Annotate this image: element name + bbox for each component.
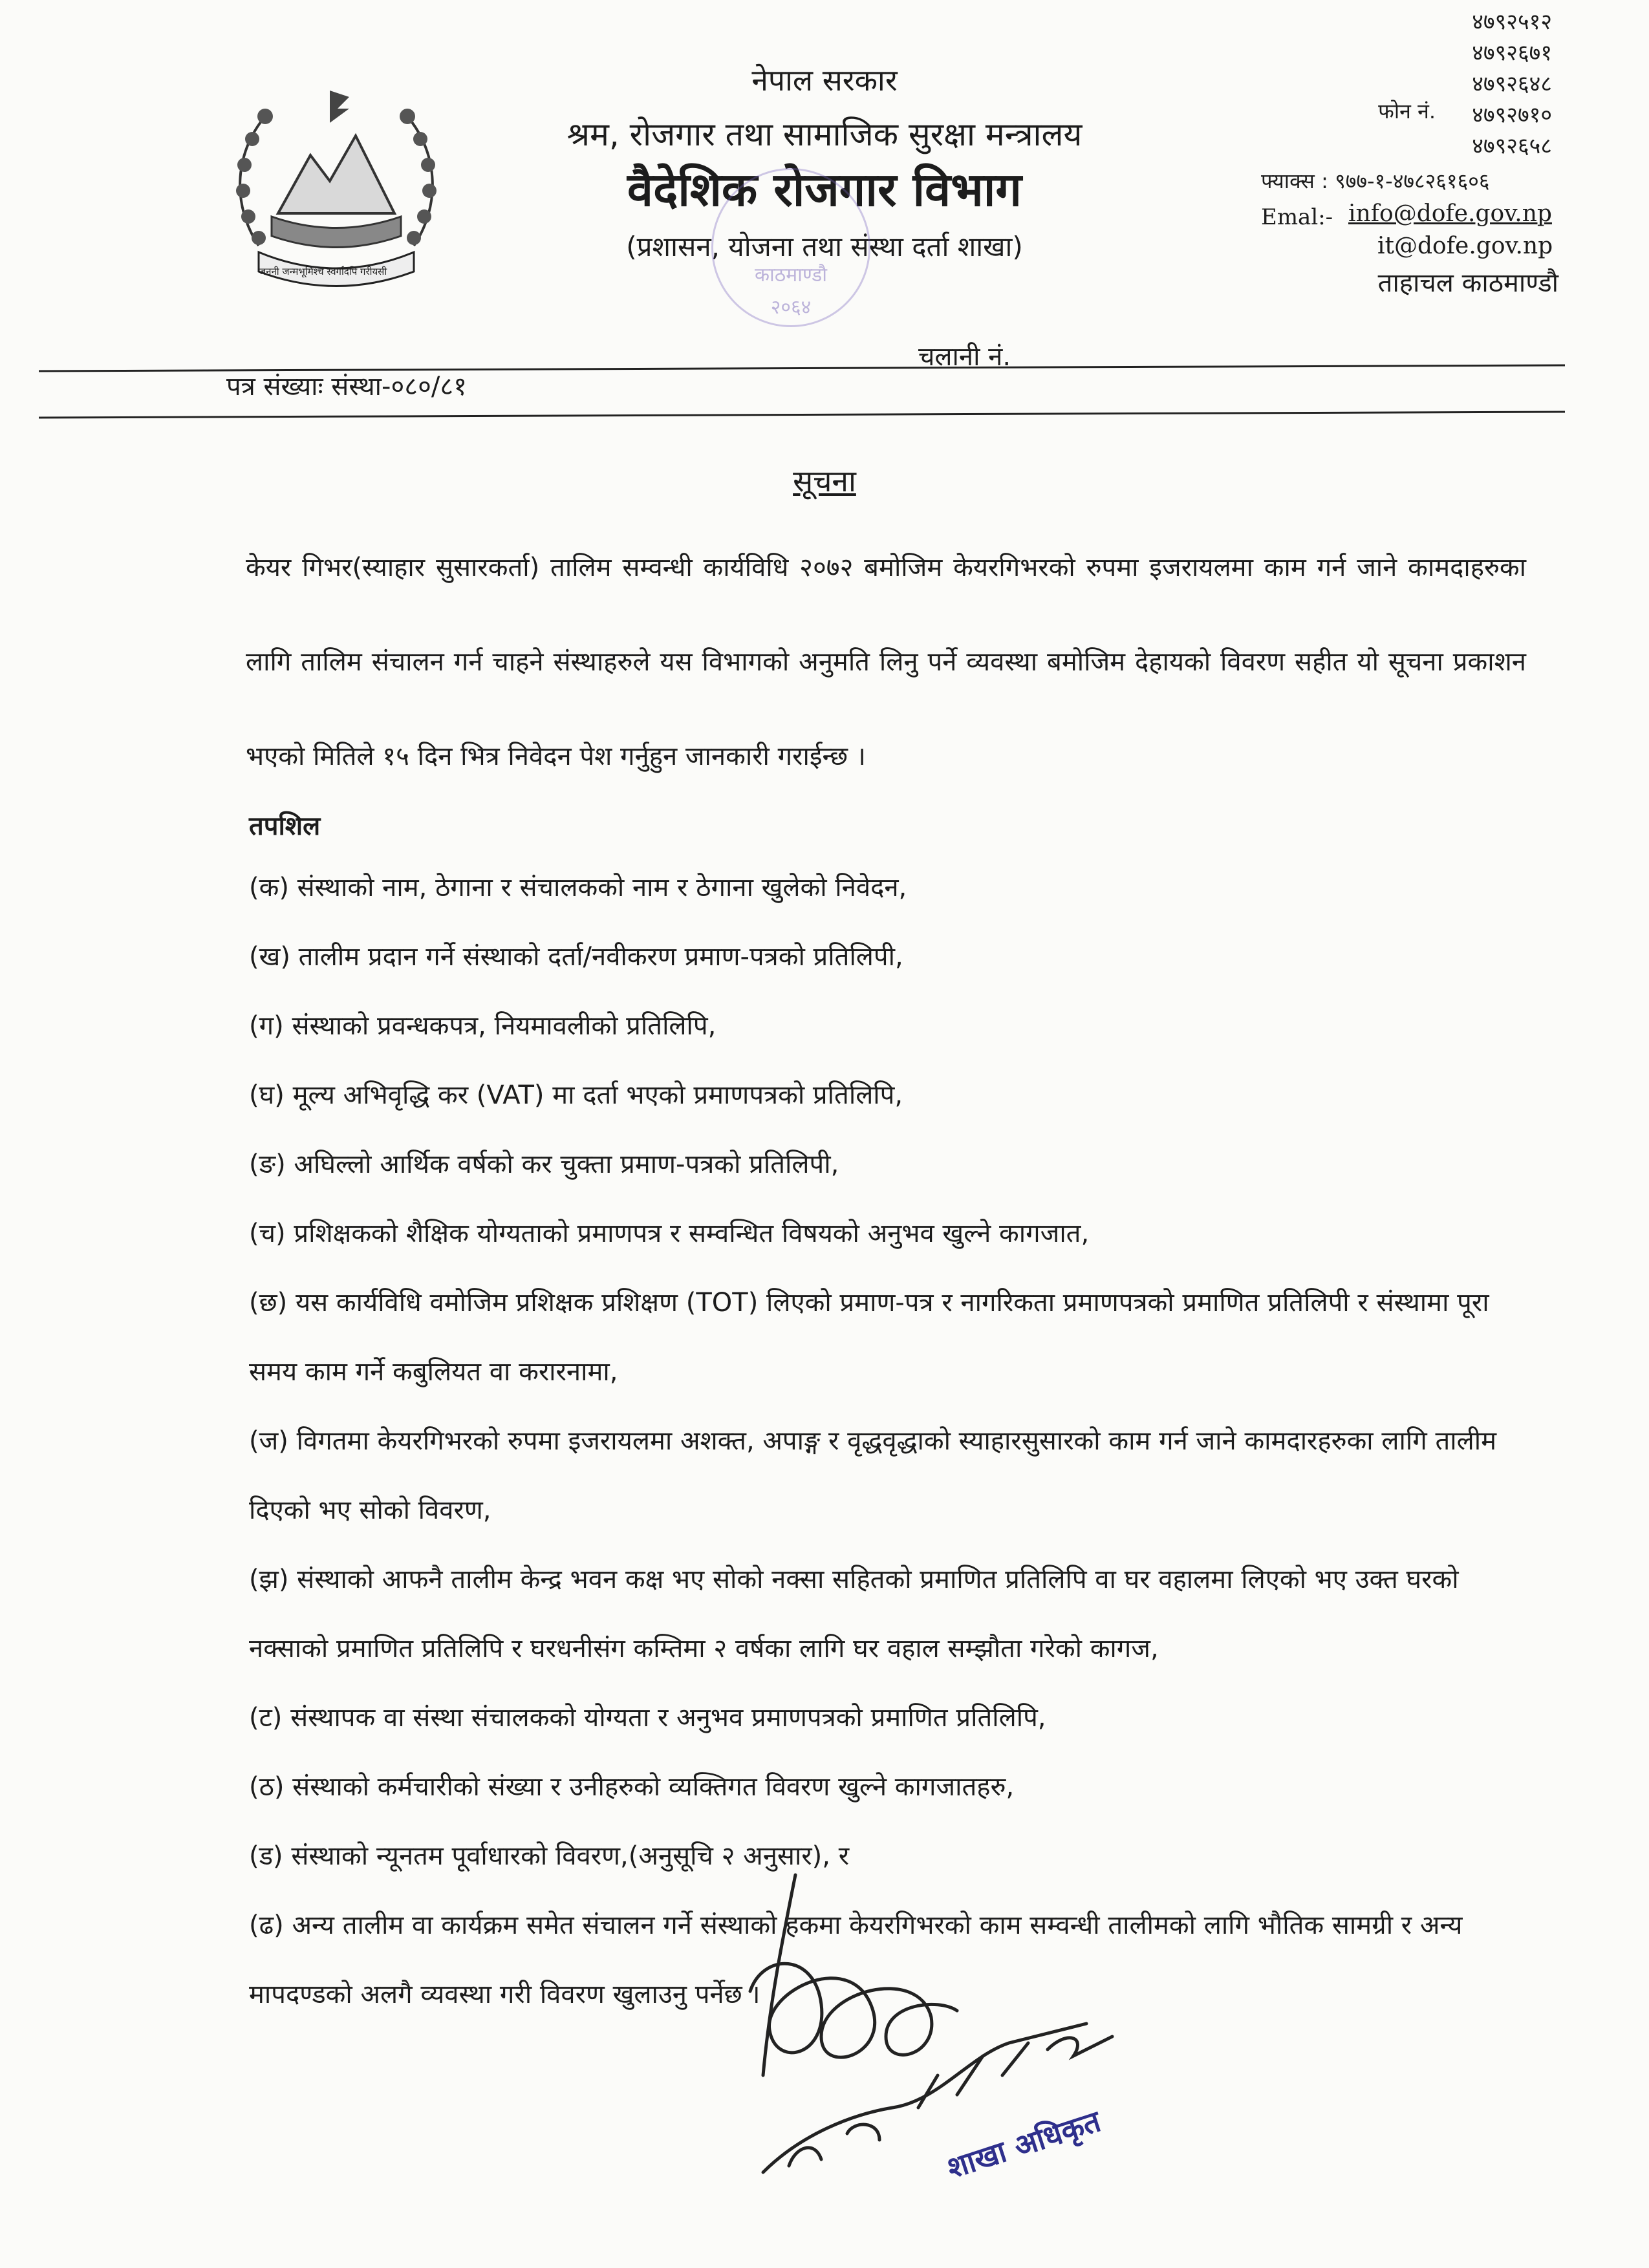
letter-number: पत्र संख्याः संस्था-०८०/८१ (226, 372, 467, 401)
emblem-motto: जननी जन्मभूमिश्च स्वर्गादपि गरीयसी (259, 266, 387, 277)
list-item: (छ) यस कार्यविधि वमोजिम प्रशिक्षक प्रशिक्षण (TOT) लिएको प्रमाण-पत्र र नागरिकता प्रमाणपत्रको प्रमाणित प्रतिलिपी र संस्थामा पूरा समय काम गर्ने कबुलियत वा करारनामा, (249, 1288, 1489, 1387)
list-item: (ख) तालीम प्रदान गर्ने संस्थाको दर्ता/नवीकरण प्रमाण-पत्रको प्रतिलिपी, (249, 942, 903, 972)
requirements-list (249, 853, 1536, 2029)
office-stamp (711, 168, 870, 327)
list-item: (ड) संस्थाको न्यूनतम पूर्वाधारको विवरण,(अनुसूचि २ अनुसार), र (249, 1841, 850, 1871)
phone-numbers (1358, 6, 1552, 162)
list-item: (ग) संस्थाको प्रवन्धकपत्र, नियमावलीको प्रतिलिपि, (249, 1011, 717, 1041)
list-item: (क) संस्थाको नाम, ठेगाना र संचालकको नाम र ठेगाना खुलेको निवेदन, (249, 873, 907, 903)
email-label: Emal:- (1261, 204, 1333, 230)
government-name: नेपाल सरकार (751, 63, 898, 98)
list-item: (ङ) अघिल्लो आर्थिक वर्षको कर चुक्ता प्रमाण-पत्रको प्रतिलिपी, (249, 1150, 839, 1179)
notice-paragraph: केयर गिभर(स्याहार सुसारकर्ता) तालिम सम्वन्धी कार्यविधि २०७२ बमोजिम केयरगिभरको रुपमा इजरायलमा काम गर्न जाने कामदाहरुका लागि तालिम संचालन गर्न चाहने संस्थाहरुले यस विभागको अनुमति लिनु पर्ने व्यवस्था बमोजिम देहायको विवरण सहीत यो सूचना प्रकाशन भएको मितिले १५ दिन भित्र निवेदन पेश गर्नुहुन जानकारी गराईन्छ । (246, 553, 1526, 771)
phone-label: फोन नं. (1378, 99, 1436, 123)
stamp-place: काठमाण्डौ (754, 264, 828, 286)
signatory-title: शाखा अधिकृत (942, 2103, 1105, 2186)
list-item: (ढ) अन्य तालीम वा कार्यक्रम समेत संचालन गर्ने संस्थाको हकमा केयरगिभरको काम सम्वन्धी तालीमको लागि भौतिक सामग्री र अन्य मापदण्डको अलगै व्यवस्था गरी विवरण खुलाउनु पर्नेछ । (249, 1910, 1463, 2009)
ministry-name: श्रम, रोजगार तथा सामाजिक सुरक्षा मन्त्रालय (566, 116, 1083, 153)
phone-number: ४७९२६४८ (1472, 71, 1552, 97)
list-item: (ट) संस्थापक वा संस्था संचालकको योग्यता र अनुभव प्रमाणपत्रको प्रमाणित प्रतिलिपि, (249, 1703, 1046, 1733)
notice-title: सूचना (793, 464, 856, 498)
email-info-link[interactable]: info@dofe.gov.np (1348, 200, 1552, 227)
signature-date (828, 2049, 883, 2067)
stamp-year: २०६४ (770, 296, 812, 319)
phone-number: ४७९२६७१ (1472, 40, 1552, 66)
dispatch-number-label: चलानी नं. (918, 342, 1011, 372)
fax-number: फ्याक्स : ९७७-१-४७८२६१६०६ (1261, 169, 1490, 193)
email-it: it@dofe.gov.np (1377, 233, 1553, 259)
list-heading: तपशिल (249, 811, 321, 841)
list-item: (घ) मूल्य अभिवृद्धि कर (VAT) मा दर्ता भएको प्रमाणपत्रको प्रतिलिपि, (249, 1080, 903, 1110)
phone-number: ४७९२७१० (1472, 102, 1552, 128)
list-item: (ठ) संस्थाको कर्मचारीको संख्या र उनीहरुको व्यक्तिगत विवरण खुल्ने कागजातहरु, (249, 1772, 1015, 1802)
divider-bottom (39, 411, 1565, 418)
phone-number: ४७९२५१२ (1472, 9, 1552, 35)
section-name: (प्रशासन, योजना तथा संस्था दर्ता शाखा) (626, 231, 1023, 262)
list-item: (ज) विगतमा केयरगिभरको रुपमा इजरायलमा अशक्त, अपाङ्ग र वृद्धवृद्धाको स्याहारसुसारको काम गर्न जाने कामदारहरुका लागि तालीम दिएको भए सोको विवरण, (249, 1426, 1497, 1525)
office-location: ताहाचल काठमाण्डौ (1377, 268, 1558, 298)
phone-number: ४७९२६५८ (1472, 133, 1552, 159)
list-item: (झ) संस्थाको आफनै तालीम केन्द्र भवन कक्ष भए सोको नक्सा सहितको प्रमाणित प्रतिलिपि वा घर वहालमा लिएको भए उक्त घरको नक्साको प्रमाणित प्रतिलिपि र घरधनीसंग कम्तिमा २ वर्षका लागि घर वहाल सम्झौता गरेको कागज, (249, 1565, 1459, 1664)
department-name: वैदेशिक रोजगार विभाग (627, 162, 1022, 217)
list-item: (च) प्रशिक्षकको शैक्षिक योग्यताको प्रमाणपत्र र सम्वन्धित विषयको अनुभव खुल्ने कागजात, (249, 1219, 1090, 1248)
